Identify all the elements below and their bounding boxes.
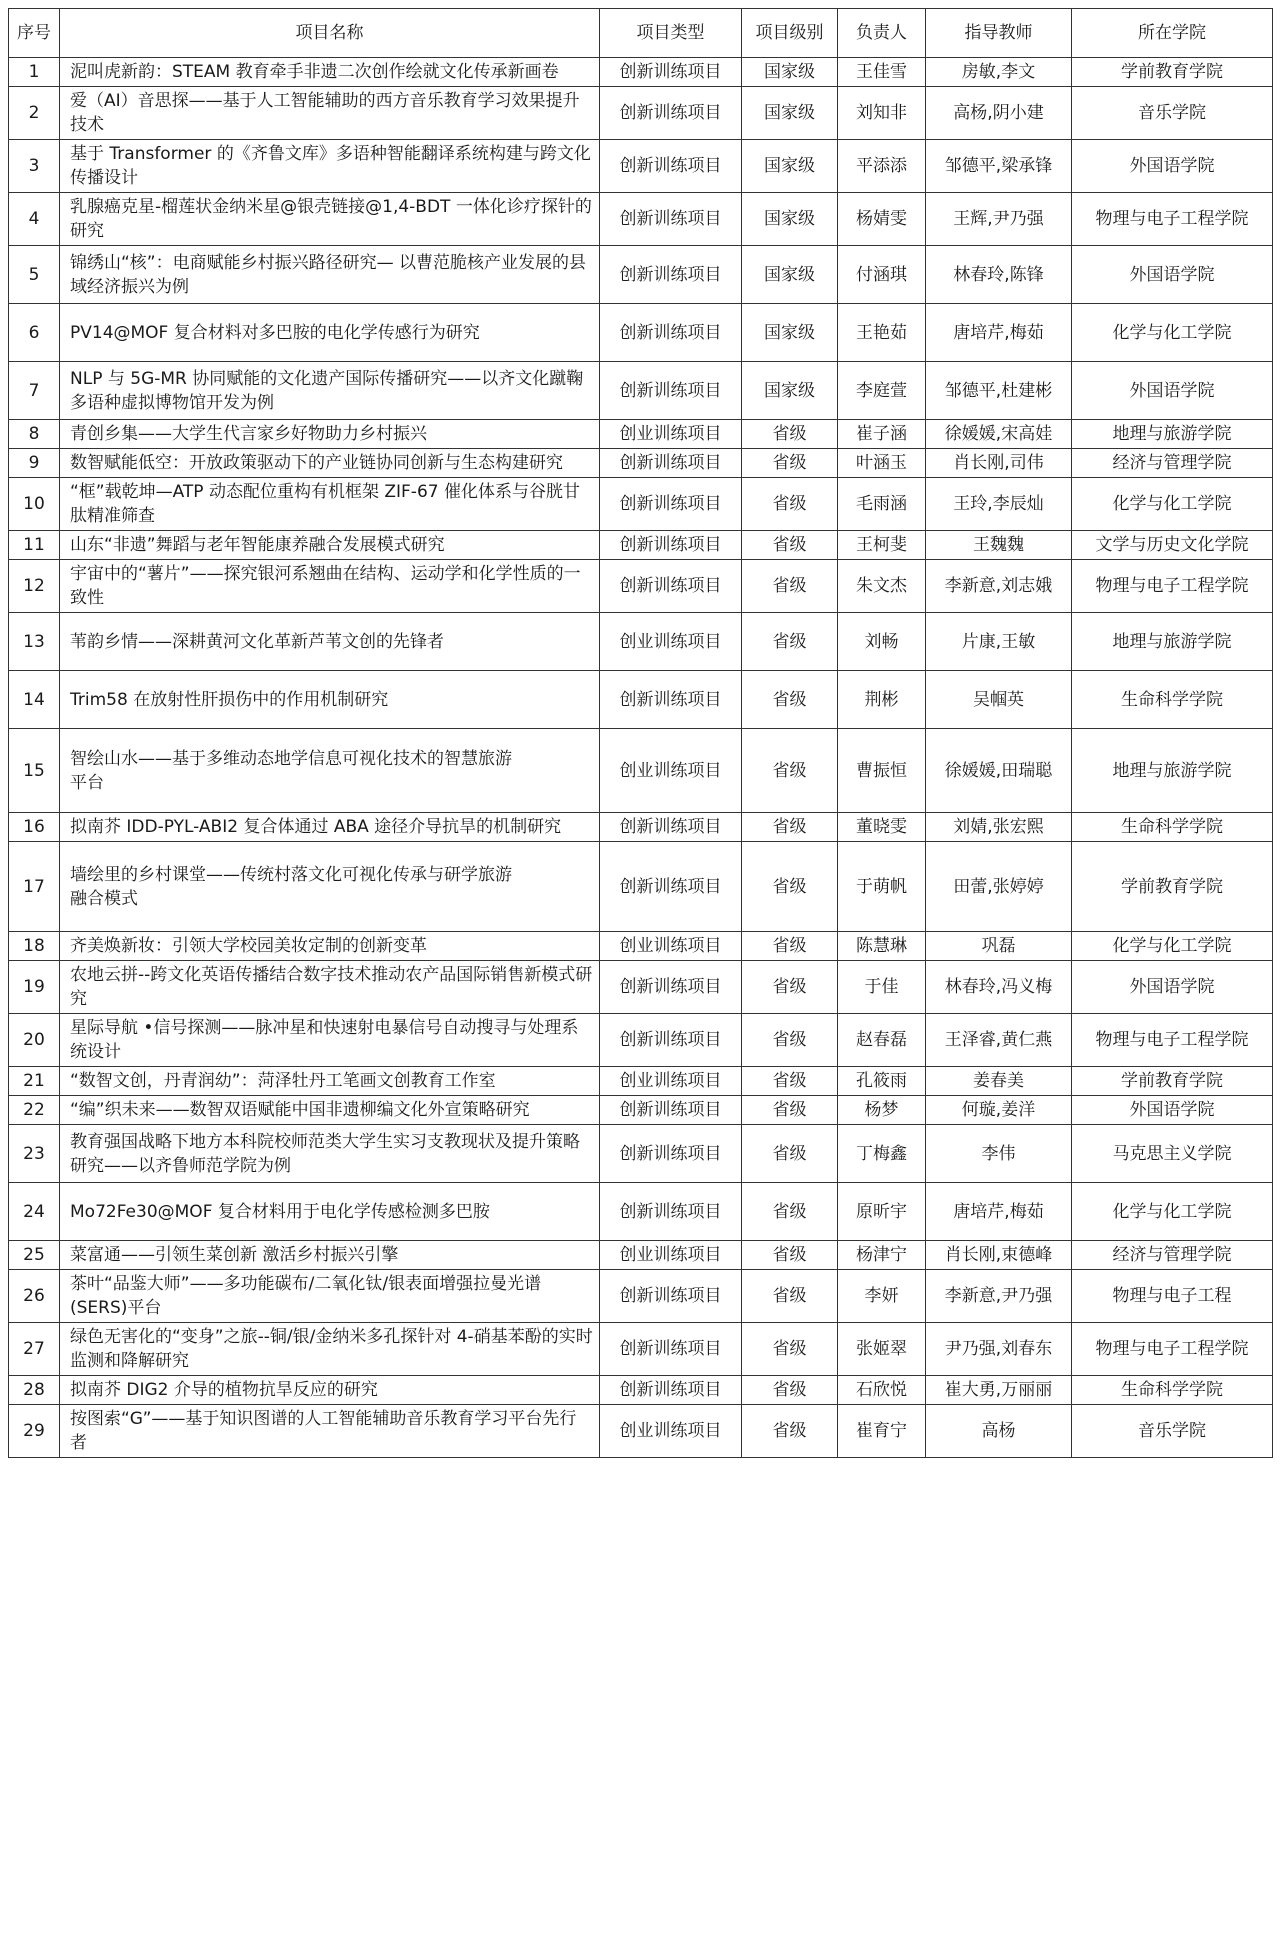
row-college: 音乐学院 <box>1072 1405 1273 1458</box>
table-row <box>9 1270 1273 1323</box>
row-leader: 于佳 <box>838 961 926 1014</box>
table-row <box>9 193 1273 246</box>
row-college: 物理与电子工程 <box>1072 1270 1273 1323</box>
row-project-level: 省级 <box>742 1125 838 1183</box>
row-advisor: 肖长刚,束德峰 <box>926 1241 1072 1270</box>
row-project-type: 创业训练项目 <box>600 1405 742 1458</box>
row-college: 化学与化工学院 <box>1072 932 1273 961</box>
row-advisor: 李新意,刘志娥 <box>926 560 1072 613</box>
row-project-type: 创业训练项目 <box>600 1067 742 1096</box>
row-project-type: 创新训练项目 <box>600 813 742 842</box>
row-project-name: 按图索“G”——基于知识图谱的人工智能辅助音乐教育学习平台先行者 <box>60 1405 600 1458</box>
row-project-name: “数智文创，丹青润幼”：菏泽牡丹工笔画文创教育工作室 <box>60 1067 600 1096</box>
row-no: 18 <box>9 932 60 961</box>
row-college: 学前教育学院 <box>1072 58 1273 87</box>
row-project-type: 创新训练项目 <box>600 193 742 246</box>
row-project-type: 创新训练项目 <box>600 560 742 613</box>
row-advisor: 林春玲,冯义梅 <box>926 961 1072 1014</box>
row-no: 16 <box>9 813 60 842</box>
row-project-type: 创新训练项目 <box>600 1270 742 1323</box>
row-project-level: 省级 <box>742 671 838 729</box>
row-college: 化学与化工学院 <box>1072 1183 1273 1241</box>
row-project-level: 省级 <box>742 560 838 613</box>
row-project-type: 创业训练项目 <box>600 613 742 671</box>
row-no: 5 <box>9 246 60 304</box>
table-row <box>9 1096 1273 1125</box>
row-project-level: 省级 <box>742 531 838 560</box>
row-project-name: 基于 Transformer 的《齐鲁文库》多语种智能翻译系统构建与跨文化传播设计 <box>60 140 600 193</box>
table-row <box>9 560 1273 613</box>
table-row <box>9 420 1273 449</box>
row-advisor: 田蕾,张婷婷 <box>926 842 1072 932</box>
header-no: 序号 <box>9 9 60 58</box>
row-advisor: 邹德平,杜建彬 <box>926 362 1072 420</box>
row-college: 外国语学院 <box>1072 961 1273 1014</box>
row-advisor: 唐培芹,梅茹 <box>926 1183 1072 1241</box>
row-project-name: “框”载乾坤—ATP 动态配位重构有机框架 ZIF-67 催化体系与谷胱甘肽精准筛查 <box>60 478 600 531</box>
row-no: 14 <box>9 671 60 729</box>
row-project-level: 省级 <box>742 1405 838 1458</box>
row-college: 外国语学院 <box>1072 1096 1273 1125</box>
row-project-level: 省级 <box>742 1067 838 1096</box>
table-row <box>9 813 1273 842</box>
row-project-type: 创新训练项目 <box>600 1376 742 1405</box>
row-project-type: 创业训练项目 <box>600 729 742 813</box>
row-college: 地理与旅游学院 <box>1072 613 1273 671</box>
row-project-name: 锦绣山“核”：电商赋能乡村振兴路径研究— 以曹范脆核产业发展的县域经济振兴为例 <box>60 246 600 304</box>
header-project-type: 项目类型 <box>600 9 742 58</box>
row-leader: 平添添 <box>838 140 926 193</box>
row-advisor: 李新意,尹乃强 <box>926 1270 1072 1323</box>
row-college: 化学与化工学院 <box>1072 304 1273 362</box>
row-leader: 朱文杰 <box>838 560 926 613</box>
row-no: 3 <box>9 140 60 193</box>
row-no: 11 <box>9 531 60 560</box>
row-no: 4 <box>9 193 60 246</box>
table-row <box>9 1125 1273 1183</box>
table-row <box>9 87 1273 140</box>
row-leader: 赵春磊 <box>838 1014 926 1067</box>
row-no: 23 <box>9 1125 60 1183</box>
row-project-type: 创新训练项目 <box>600 304 742 362</box>
row-project-type: 创新训练项目 <box>600 961 742 1014</box>
header-college: 所在学院 <box>1072 9 1273 58</box>
row-advisor: 肖长刚,司伟 <box>926 449 1072 478</box>
table-row <box>9 1183 1273 1241</box>
row-project-type: 创新训练项目 <box>600 246 742 304</box>
row-project-level: 省级 <box>742 813 838 842</box>
row-college: 物理与电子工程学院 <box>1072 560 1273 613</box>
row-leader: 付涵琪 <box>838 246 926 304</box>
row-project-name: PV14@MOF 复合材料对多巴胺的电化学传感行为研究 <box>60 304 600 362</box>
row-no: 19 <box>9 961 60 1014</box>
row-advisor: 王玲,李辰灿 <box>926 478 1072 531</box>
row-project-level: 国家级 <box>742 193 838 246</box>
table-row <box>9 140 1273 193</box>
row-project-name: 青创乡集——大学生代言家乡好物助力乡村振兴 <box>60 420 600 449</box>
row-no: 13 <box>9 613 60 671</box>
row-advisor: 王泽睿,黄仁燕 <box>926 1014 1072 1067</box>
row-project-level: 省级 <box>742 1241 838 1270</box>
row-leader: 原昕宇 <box>838 1183 926 1241</box>
row-project-type: 创新训练项目 <box>600 1014 742 1067</box>
row-college: 物理与电子工程学院 <box>1072 193 1273 246</box>
row-advisor: 唐培芹,梅茹 <box>926 304 1072 362</box>
table-row <box>9 932 1273 961</box>
row-project-name: 菜富通——引领生菜创新 激活乡村振兴引擎 <box>60 1241 600 1270</box>
row-no: 12 <box>9 560 60 613</box>
table-row <box>9 362 1273 420</box>
row-project-name: 爱（AI）音思探——基于人工智能辅助的西方音乐教育学习效果提升技术 <box>60 87 600 140</box>
row-project-name: 教育强国战略下地方本科院校师范类大学生实习支教现状及提升策略研究——以齐鲁师范学院为例 <box>60 1125 600 1183</box>
row-leader: 于萌帆 <box>838 842 926 932</box>
row-college: 经济与管理学院 <box>1072 1241 1273 1270</box>
row-advisor: 何璇,姜洋 <box>926 1096 1072 1125</box>
row-project-name: 星际导航 •信号探测——脉冲星和快速射电暴信号自动搜寻与处理系统设计 <box>60 1014 600 1067</box>
row-college: 物理与电子工程学院 <box>1072 1323 1273 1376</box>
row-project-name: “编”织未来——数智双语赋能中国非遗柳编文化外宣策略研究 <box>60 1096 600 1125</box>
row-project-type: 创业训练项目 <box>600 932 742 961</box>
row-project-name: 齐美焕新妆：引领大学校园美妆定制的创新变革 <box>60 932 600 961</box>
row-no: 21 <box>9 1067 60 1096</box>
row-leader: 曹振恒 <box>838 729 926 813</box>
row-leader: 杨梦 <box>838 1096 926 1125</box>
table-row <box>9 961 1273 1014</box>
row-project-level: 省级 <box>742 420 838 449</box>
table-row <box>9 1376 1273 1405</box>
row-college: 地理与旅游学院 <box>1072 729 1273 813</box>
row-project-level: 省级 <box>742 961 838 1014</box>
header-project-name: 项目名称 <box>60 9 600 58</box>
row-project-type: 创新训练项目 <box>600 671 742 729</box>
row-no: 8 <box>9 420 60 449</box>
row-advisor: 徐媛媛,宋高娃 <box>926 420 1072 449</box>
row-project-level: 省级 <box>742 1376 838 1405</box>
row-project-level: 国家级 <box>742 87 838 140</box>
table-row <box>9 58 1273 87</box>
row-leader: 崔育宁 <box>838 1405 926 1458</box>
row-project-name: 拟南芥 IDD-PYL-ABI2 复合体通过 ABA 途径介导抗旱的机制研究 <box>60 813 600 842</box>
header-project-level: 项目级别 <box>742 9 838 58</box>
row-project-level: 省级 <box>742 1323 838 1376</box>
row-college: 音乐学院 <box>1072 87 1273 140</box>
row-leader: 王柯斐 <box>838 531 926 560</box>
table-row <box>9 613 1273 671</box>
table-row <box>9 304 1273 362</box>
row-project-name: 山东“非遗”舞蹈与老年智能康养融合发展模式研究 <box>60 531 600 560</box>
row-leader: 张姬翠 <box>838 1323 926 1376</box>
row-no: 6 <box>9 304 60 362</box>
row-leader: 董晓雯 <box>838 813 926 842</box>
table-row <box>9 478 1273 531</box>
row-project-type: 创新训练项目 <box>600 362 742 420</box>
row-project-name: 墙绘里的乡村课堂——传统村落文化可视化传承与研学旅游 融合模式 <box>60 842 600 932</box>
row-leader: 叶涵玉 <box>838 449 926 478</box>
table-body <box>9 58 1273 1458</box>
row-project-name: 农地云拼--跨文化英语传播结合数字技术推动农产品国际销售新模式研究 <box>60 961 600 1014</box>
row-no: 2 <box>9 87 60 140</box>
row-project-name: 宇宙中的“薯片”——探究银河系翘曲在结构、运动学和化学性质的一致性 <box>60 560 600 613</box>
row-project-type: 创新训练项目 <box>600 1323 742 1376</box>
row-college: 马克思主义学院 <box>1072 1125 1273 1183</box>
row-no: 17 <box>9 842 60 932</box>
table-row <box>9 449 1273 478</box>
table-row <box>9 1323 1273 1376</box>
row-leader: 王佳雪 <box>838 58 926 87</box>
row-advisor: 巩磊 <box>926 932 1072 961</box>
row-project-level: 省级 <box>742 842 838 932</box>
project-list-document <box>8 8 1272 1458</box>
row-advisor: 王辉,尹乃强 <box>926 193 1072 246</box>
row-project-name: 苇韵乡情——深耕黄河文化革新芦苇文创的先锋者 <box>60 613 600 671</box>
row-college: 外国语学院 <box>1072 246 1273 304</box>
row-project-level: 省级 <box>742 449 838 478</box>
row-project-type: 创新训练项目 <box>600 842 742 932</box>
table-row <box>9 1405 1273 1458</box>
row-college: 经济与管理学院 <box>1072 449 1273 478</box>
row-no: 9 <box>9 449 60 478</box>
row-college: 生命科学学院 <box>1072 813 1273 842</box>
row-project-name: 拟南芥 DIG2 介导的植物抗旱反应的研究 <box>60 1376 600 1405</box>
table-row <box>9 531 1273 560</box>
table-row <box>9 842 1273 932</box>
row-no: 29 <box>9 1405 60 1458</box>
row-college: 化学与化工学院 <box>1072 478 1273 531</box>
row-no: 7 <box>9 362 60 420</box>
row-project-level: 省级 <box>742 1270 838 1323</box>
row-project-type: 创新训练项目 <box>600 478 742 531</box>
row-project-level: 国家级 <box>742 362 838 420</box>
row-no: 1 <box>9 58 60 87</box>
row-no: 10 <box>9 478 60 531</box>
row-project-name: 乳腺癌克星-榴莲状金纳米星@银壳链接@1,4-BDT 一体化诊疗探针的研究 <box>60 193 600 246</box>
header-leader: 负责人 <box>838 9 926 58</box>
row-leader: 毛雨涵 <box>838 478 926 531</box>
row-leader: 石欣悦 <box>838 1376 926 1405</box>
row-college: 地理与旅游学院 <box>1072 420 1273 449</box>
row-project-level: 国家级 <box>742 304 838 362</box>
row-advisor: 王魏魏 <box>926 531 1072 560</box>
row-advisor: 李伟 <box>926 1125 1072 1183</box>
row-leader: 孔筱雨 <box>838 1067 926 1096</box>
row-project-type: 创新训练项目 <box>600 140 742 193</box>
row-college: 学前教育学院 <box>1072 1067 1273 1096</box>
row-project-name: Trim58 在放射性肝损伤中的作用机制研究 <box>60 671 600 729</box>
row-leader: 刘知非 <box>838 87 926 140</box>
row-no: 25 <box>9 1241 60 1270</box>
row-advisor: 高杨,阴小建 <box>926 87 1072 140</box>
row-no: 22 <box>9 1096 60 1125</box>
row-advisor: 尹乃强,刘春东 <box>926 1323 1072 1376</box>
row-advisor: 刘婧,张宏熙 <box>926 813 1072 842</box>
row-advisor: 片康,王敏 <box>926 613 1072 671</box>
row-advisor: 房敏,李文 <box>926 58 1072 87</box>
row-project-level: 省级 <box>742 932 838 961</box>
header-advisor: 指导教师 <box>926 9 1072 58</box>
row-project-type: 创新训练项目 <box>600 1125 742 1183</box>
row-project-name: 数智赋能低空：开放政策驱动下的产业链协同创新与生态构建研究 <box>60 449 600 478</box>
table-row <box>9 729 1273 813</box>
row-project-level: 省级 <box>742 1096 838 1125</box>
row-no: 26 <box>9 1270 60 1323</box>
row-project-level: 国家级 <box>742 140 838 193</box>
row-advisor: 林春玲,陈锋 <box>926 246 1072 304</box>
row-project-level: 省级 <box>742 478 838 531</box>
row-project-level: 省级 <box>742 613 838 671</box>
row-project-name: Mo72Fe30@MOF 复合材料用于电化学传感检测多巴胺 <box>60 1183 600 1241</box>
row-advisor: 吴帼英 <box>926 671 1072 729</box>
row-project-type: 创新训练项目 <box>600 531 742 560</box>
row-no: 15 <box>9 729 60 813</box>
table-row <box>9 1067 1273 1096</box>
row-project-name: 泥叫虎新韵：STEAM 教育牵手非遗二次创作绘就文化传承新画卷 <box>60 58 600 87</box>
row-college: 外国语学院 <box>1072 140 1273 193</box>
row-leader: 陈慧琳 <box>838 932 926 961</box>
row-project-type: 创业训练项目 <box>600 420 742 449</box>
row-leader: 刘畅 <box>838 613 926 671</box>
row-college: 外国语学院 <box>1072 362 1273 420</box>
row-advisor: 邹德平,梁承锋 <box>926 140 1072 193</box>
row-college: 生命科学学院 <box>1072 1376 1273 1405</box>
row-college: 生命科学学院 <box>1072 671 1273 729</box>
row-project-level: 国家级 <box>742 58 838 87</box>
row-project-level: 省级 <box>742 1183 838 1241</box>
row-advisor: 高杨 <box>926 1405 1072 1458</box>
row-project-type: 创新训练项目 <box>600 87 742 140</box>
row-advisor: 崔大勇,万丽丽 <box>926 1376 1072 1405</box>
table-header-row <box>9 9 1273 58</box>
table-row <box>9 246 1273 304</box>
row-project-level: 省级 <box>742 729 838 813</box>
row-no: 27 <box>9 1323 60 1376</box>
project-table <box>8 8 1273 1458</box>
row-leader: 杨婧雯 <box>838 193 926 246</box>
row-advisor: 姜春美 <box>926 1067 1072 1096</box>
row-project-name: 绿色无害化的“变身”之旅--铜/银/金纳米多孔探针对 4-硝基苯酚的实时监测和降解研究 <box>60 1323 600 1376</box>
row-leader: 荆彬 <box>838 671 926 729</box>
row-college: 物理与电子工程学院 <box>1072 1014 1273 1067</box>
row-leader: 李妍 <box>838 1270 926 1323</box>
row-college: 文学与历史文化学院 <box>1072 531 1273 560</box>
row-leader: 李庭萱 <box>838 362 926 420</box>
table-row <box>9 1241 1273 1270</box>
row-advisor: 徐媛媛,田瑞聪 <box>926 729 1072 813</box>
row-project-level: 国家级 <box>742 246 838 304</box>
row-project-type: 创新训练项目 <box>600 1183 742 1241</box>
row-project-name: 智绘山水——基于多维动态地学信息可视化技术的智慧旅游 平台 <box>60 729 600 813</box>
row-project-type: 创业训练项目 <box>600 1241 742 1270</box>
row-project-type: 创新训练项目 <box>600 449 742 478</box>
row-leader: 王艳茹 <box>838 304 926 362</box>
row-project-name: 茶叶“品鉴大师”——多功能碳布/二氧化钛/银表面增强拉曼光谱(SERS)平台 <box>60 1270 600 1323</box>
row-leader: 丁梅鑫 <box>838 1125 926 1183</box>
row-project-type: 创新训练项目 <box>600 58 742 87</box>
table-row <box>9 1014 1273 1067</box>
row-leader: 崔子涵 <box>838 420 926 449</box>
row-no: 20 <box>9 1014 60 1067</box>
table-row <box>9 671 1273 729</box>
row-leader: 杨津宁 <box>838 1241 926 1270</box>
row-no: 28 <box>9 1376 60 1405</box>
row-college: 学前教育学院 <box>1072 842 1273 932</box>
row-project-type: 创新训练项目 <box>600 1096 742 1125</box>
row-project-name: NLP 与 5G-MR 协同赋能的文化遗产国际传播研究——以齐文化蹴鞠多语种虚拟博物馆开发为例 <box>60 362 600 420</box>
row-no: 24 <box>9 1183 60 1241</box>
row-project-level: 省级 <box>742 1014 838 1067</box>
